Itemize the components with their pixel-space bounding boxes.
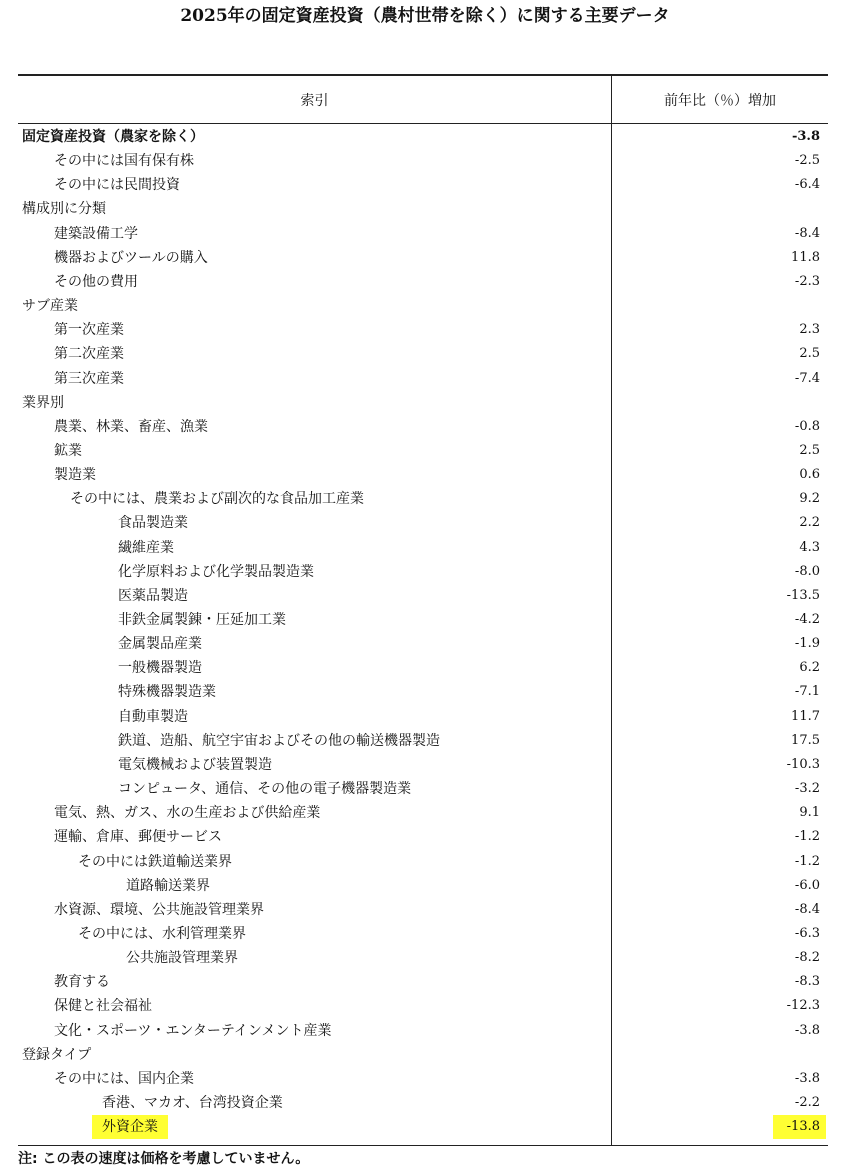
table-row [18,1091,828,1115]
table-row [18,1043,828,1067]
row-label: 第三次産業 [54,370,124,387]
row-label: サブ産業 [22,298,78,315]
table-row [18,463,828,487]
row-value: -2.5 [794,153,820,169]
row-value: -1.2 [794,853,820,869]
table-row [18,391,828,415]
row-label: 運輸、倉庫、郵便サービス [54,829,222,846]
table-row [18,1115,828,1139]
table-header [18,76,828,124]
row-value: -7.1 [794,684,820,700]
table-row [18,511,828,535]
row-label: 文化・スポーツ・エンターテインメント産業 [54,1022,332,1039]
table-row [18,439,828,463]
table-row [18,1019,828,1043]
table-row [18,149,828,173]
row-value: -8.4 [794,901,820,917]
table-row [18,874,828,898]
row-value: 17.5 [791,732,820,748]
row-value: 0.6 [799,467,820,483]
row-value: -13.8 [773,1115,826,1139]
row-value: -7.4 [794,370,820,386]
table-row [18,222,828,246]
column-header-index: 索引 [300,93,329,109]
table-row [18,970,828,994]
row-value: -8.2 [794,950,820,966]
row-label: 電気、熱、ガス、水の生産および供給産業 [54,805,321,822]
row-value: -3.8 [794,1022,820,1038]
footnote: 注: この表の速度は価格を考慮していません。 [18,1151,310,1167]
table-row [18,560,828,584]
row-label: 固定資産投資（農家を除く） [22,129,204,145]
row-label: 香港、マカオ、台湾投資企業 [102,1095,283,1111]
row-value: -8.3 [794,974,820,990]
row-label: 水資源、環境、公共施設管理業界 [54,901,264,918]
row-label: 保健と社会福祉 [54,998,152,1015]
row-value: -12.3 [786,998,820,1014]
row-label: その中には鉄道輸送業界 [78,853,232,870]
row-value: -1.2 [794,829,820,845]
row-label: 食品製造業 [118,515,188,532]
table-row [18,1067,828,1091]
row-label: 建築設備工学 [54,225,138,242]
row-value: 4.3 [799,539,820,555]
page-title: 2025年の固定資産投資（農村世帯を除く）に関する主要データ [180,6,670,26]
row-label: その中には、農業および副次的な食品加工産業 [70,491,364,508]
table-row [18,367,828,391]
row-label: 機器およびツールの購入 [54,249,208,266]
table-row [18,342,828,366]
table-row [18,705,828,729]
row-value: 6.2 [799,660,820,676]
row-value: 11.7 [791,708,820,724]
row-label: 金属製品産業 [118,636,202,653]
row-label: 教育する [54,974,110,991]
table-row [18,125,828,149]
row-value: -6.4 [794,177,820,193]
table-row [18,415,828,439]
row-label: 公共施設管理業界 [126,950,238,967]
row-label: 外資企業 [92,1115,168,1139]
table-row [18,850,828,874]
row-label: 一般機器製造 [118,660,202,677]
row-label: その中には民間投資 [54,177,180,194]
row-label: その中には国有保有株 [54,153,194,170]
row-label: 化学原料および化学製品製造業 [118,563,314,580]
row-label: 登録タイプ [22,1046,92,1063]
table-row [18,270,828,294]
table-row [18,946,828,970]
row-label: 特殊機器製造業 [118,684,216,701]
table-row [18,801,828,825]
row-value: -4.2 [794,612,820,627]
row-value: 2.2 [799,515,820,531]
row-value: 2.5 [799,346,820,362]
table-row [18,584,828,608]
row-value: -8.0 [794,563,820,579]
row-label: 電気機械および装置製造 [118,756,272,773]
table-row [18,825,828,849]
table-row [18,632,828,656]
data-table [18,74,828,1146]
table-row [18,777,828,801]
row-value: -8.4 [794,225,820,241]
row-label: その中には、水利管理業界 [78,925,246,942]
row-value: -3.8 [794,1070,820,1086]
row-label: 鉱業 [54,442,82,459]
table-row [18,294,828,318]
table-row [18,487,828,511]
row-value: -2.3 [794,273,820,289]
row-label: 医薬品製造 [118,587,188,604]
row-label: 業界別 [22,394,64,411]
row-label: 第一次産業 [54,322,124,339]
table-row [18,680,828,704]
row-value: 2.3 [799,322,820,338]
row-label: その中には、国内企業 [54,1070,194,1087]
row-value: -6.3 [794,925,820,941]
row-value: 9.2 [799,491,820,507]
row-value: -2.2 [794,1095,820,1110]
row-value: -3.8 [791,129,820,144]
row-label: 農業、林業、畜産、漁業 [54,418,208,435]
row-label: コンピュータ、通信、その他の電子機器製造業 [118,781,412,798]
row-label: 自動車製造 [118,708,188,725]
row-value: 9.1 [799,805,820,821]
row-value: -10.3 [786,756,820,772]
row-value: 11.8 [791,249,820,265]
row-value: -0.8 [794,418,820,434]
table-row [18,246,828,270]
row-label: 製造業 [54,467,96,484]
table-row [18,898,828,922]
row-value: -13.5 [786,587,820,603]
table-row [18,608,828,632]
row-label: 非鉄金属製錬・圧延加工業 [118,612,286,628]
row-label: 道路輸送業界 [126,877,210,894]
table-row [18,922,828,946]
table-row [18,318,828,342]
row-label: 第二次産業 [54,346,124,363]
table-row [18,729,828,753]
column-header-growth: 前年比（％）増加 [664,93,776,109]
table-row [18,656,828,680]
row-label: 構成別に分類 [22,201,106,218]
table-row [18,197,828,221]
row-label: その他の費用 [54,273,138,290]
row-value: 2.5 [799,442,820,458]
table-row [18,994,828,1018]
row-label: 鉄道、造船、航空宇宙およびその他の輸送機器製造 [118,732,440,749]
table-row [18,173,828,197]
row-value: -6.0 [794,877,820,893]
table-row [18,536,828,560]
table-row [18,753,828,777]
row-label: 繊維産業 [118,539,174,556]
row-value: -1.9 [794,636,820,652]
row-value: -3.2 [794,781,820,797]
